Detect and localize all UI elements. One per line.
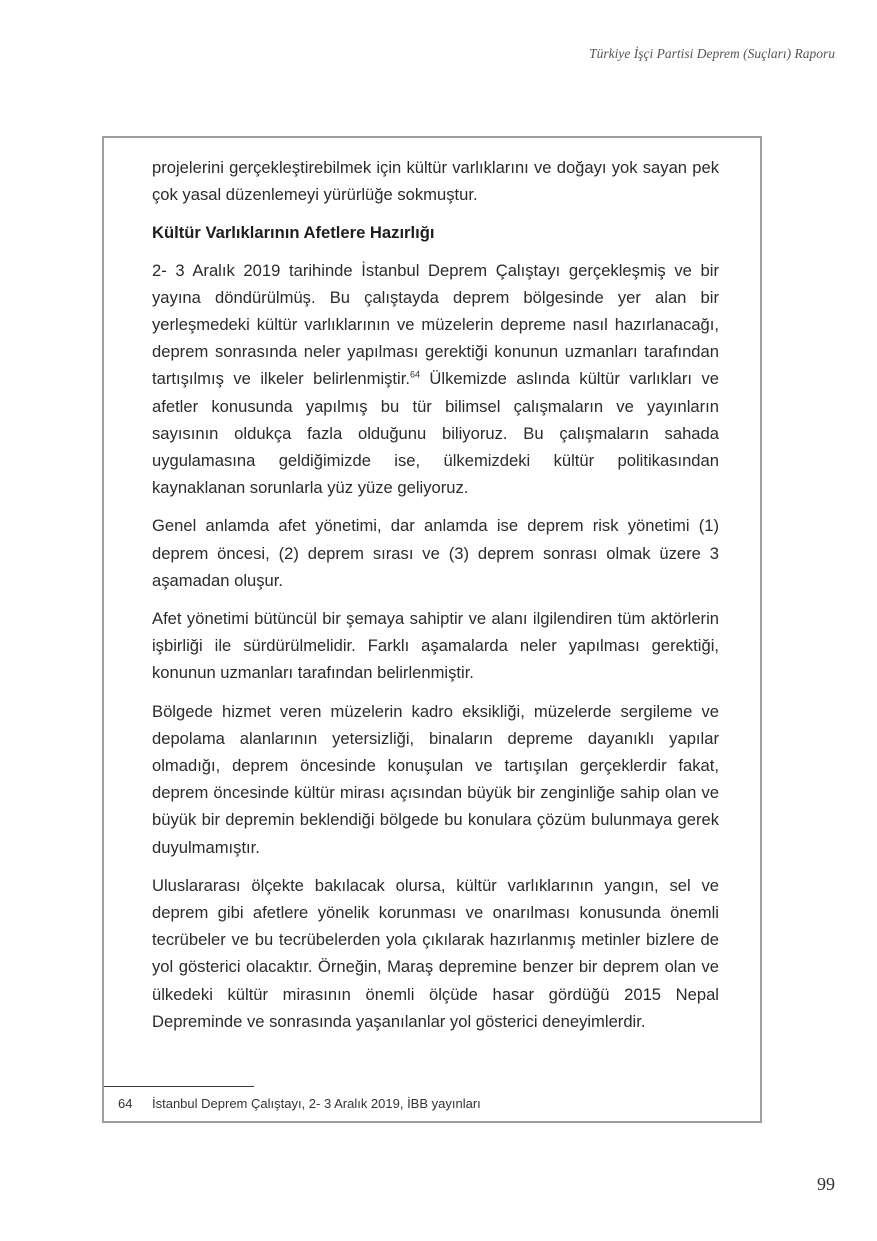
paragraph-holistic: Afet yönetimi bütüncül bir şemaya sahiptir ve alanı ilgilendiren tüm aktörlerin işbirliği ile sürdürülmelidir. Farklı aşamalarda neler yapılması gerektiği, konunun uzmanları tarafından belirlenmiştir. <box>152 609 719 683</box>
footnote <box>118 1095 481 1113</box>
footnote-number: 64 <box>118 1096 133 1111</box>
paragraph-museums: Bölgede hizmet veren müzelerin kadro eksikliği, müzelerde sergileme ve depolama alanlarının yetersizliği, binaların depreme dayanıklı yapılar olmadığı, deprem öncesinde konuşulan ve tartışılan gerçeklerdir fakat, deprem öncesinde kültür mirası açısından büyük bir zenginliğe sahip olan ve büyük bir depremin beklendiği bölgede bu konulara çözüm bulunmaya gerek duyulmamıştır. <box>152 701 719 857</box>
paragraph-workshop-part-2: Ülkemizde aslında kültür varlıkları ve afetler konusunda yapılmış bu tür bilimsel çalışmaların ve yayınların sayısının oldukça fazla olduğunu biliyoruz. Bu çalışmaların sahada uygulamasına geldiğimizde ise, ülkemizdeki kültür politikasından kaynaklanan sorunlarla yüz yüze geliyoruz. <box>152 369 719 498</box>
section-heading: Kültür Varlıklarının Afetlere Hazırlığı <box>152 223 435 243</box>
page-number: 99 <box>817 1174 835 1194</box>
content-box <box>102 136 762 1123</box>
paragraph-continuation: projelerini gerçekleştirebilmek için kültür varlıklarını ve doğayı yok sayan pek çok yasal düzenlemeyi yürürlüğe sokmuştur. <box>152 158 719 205</box>
paragraph-workshop <box>152 257 719 502</box>
paragraph-international: Uluslararası ölçekte bakılacak olursa, kültür varlıklarının yangın, sel ve deprem gibi afetlere yönelik korunması ve onarılması konusunda önemli tecrübeler ve bu tecrübelerden yola çıkılarak hazırlanmış metinler bizlere de yol gösterici olacaktır. Örneğin, Maraş depremine benzer bir deprem olan ve ülkedeki kültür mirasının önemli ölçüde hasar gördüğü 2015 Nepal Depreminde ve sonrasında yaşanılanlar yol gösterici deneyimlerdir. <box>152 875 719 1031</box>
paragraph-phases: Genel anlamda afet yönetimi, dar anlamda ise deprem risk yönetimi (1) deprem öncesi, (2) deprem sırası ve (3) deprem sonrası olmak üzere 3 aşamadan oluşur. <box>152 516 719 590</box>
footnote-reference[interactable]: 64 <box>409 369 420 380</box>
footnote-divider <box>104 1086 254 1087</box>
paragraph-workshop-part-1: 2- 3 Aralık 2019 tarihinde İstanbul Deprem Çalıştayı gerçekleşmiş ve bir yayına döndürülmüş. Bu çalıştayda deprem bölgesinde yer alan bir yerleşmedeki kültür varlıklarının ve müzelerin depreme nasıl hazırlanacağı, deprem sonrasında neler yapılması gerektiği konunun uzmanları tarafından tartışılmış ve ilkeler belirlenmiştir. <box>152 260 719 389</box>
footnote-text: İstanbul Deprem Çalıştayı, 2- 3 Aralık 2019, İBB yayınları <box>152 1096 481 1111</box>
running-header: Türkiye İşçi Partisi Deprem (Suçları) Raporu <box>589 46 835 61</box>
body-text <box>152 154 719 1046</box>
